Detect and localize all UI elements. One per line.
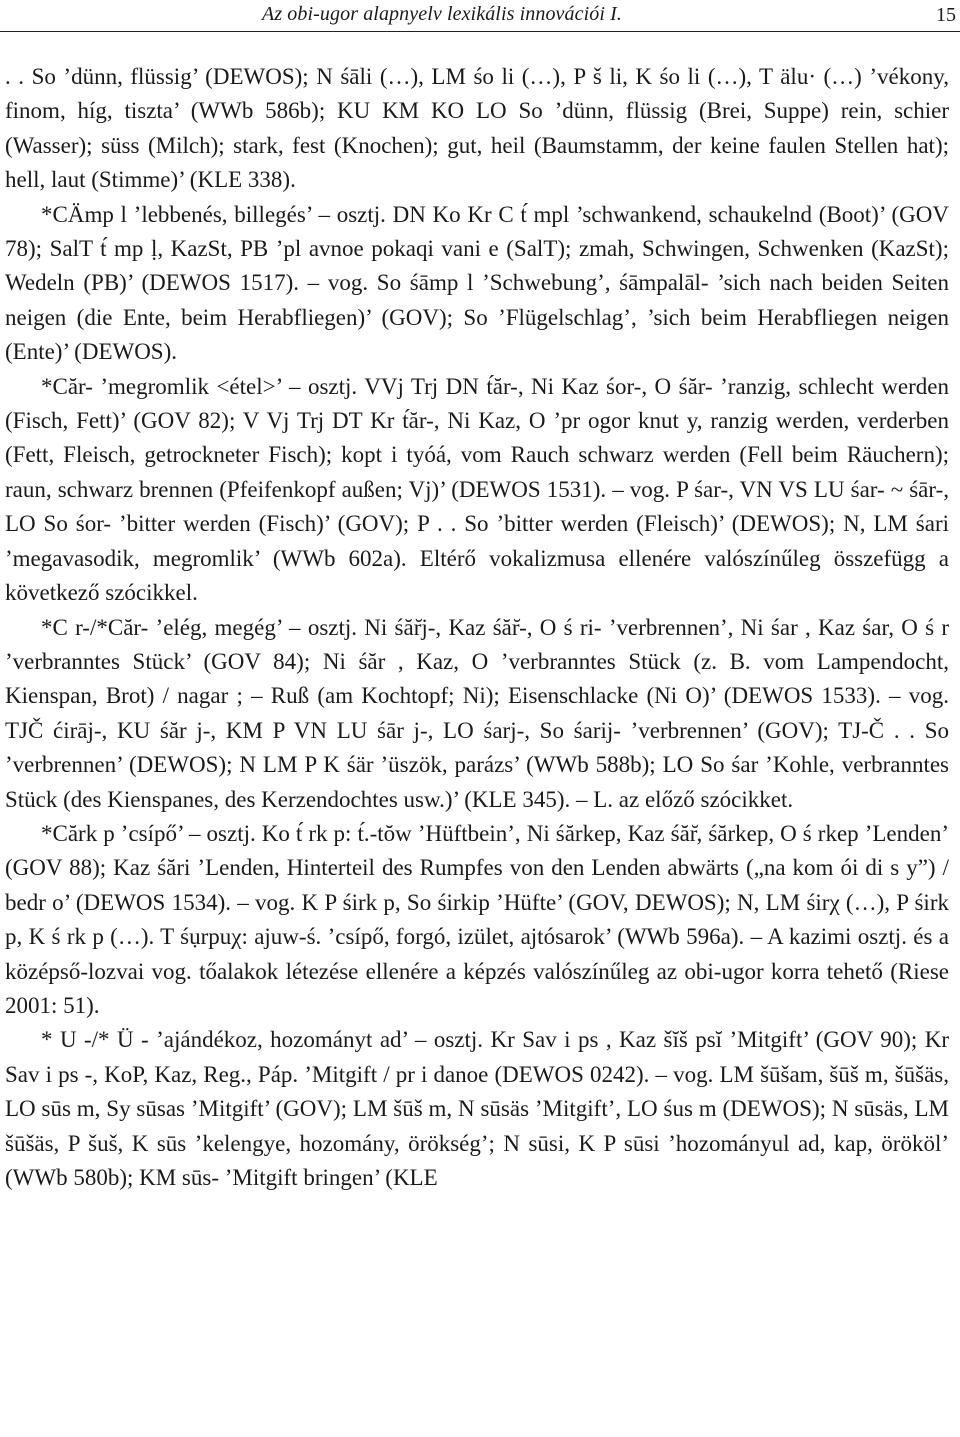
- entry-carkp: *Cărk p ’csípő’ – osztj. Ko t́ rk p: t́.-tŏw ’Hüftbein’, Ni śărkep, Kaz śăr̆, śărkep, O ś rkep ’Lenden’ (GOV 88); Kaz śări ’Lenden, Hinterteil des Rumpfes von den Lenden abwärts („na kom ói di s y”) / bedr o’ (DEWOS 1534). – vog. K P śirk p, So śirkip ’Hüfte’ (GOV, DEWOS); N, LM śirχ (…), P śirk p, K ś rk p (…). T śụrpuχ: ajuw-ś. ’csípő, forgó, izület, ajtósarok’ (WWb 596a). – A kazimi osztj. és a középső-lozvai vog. tőalakok létezése ellenére a képzés valószínűleg az obi-ugor korra tehető (Riese 2001: 51).: [5, 820, 949, 1018]
- entry-continuation: . . So ’dünn, flüssig’ (DEWOS); N śāli (…), LM śo li (…), P š li, K śo li (…), T älu· (…) ’vékony, finom, híg, tiszta’ (WWb 586b); KU KM KO LO So ’dünn, flüssig (Brei, Suppe) rein, schier (Wasser); süss (Milch); stark, fest (Knochen); gut, heil (Baumstamm, der keine faulen Stellen hat); hell, laut (Stimme)’ (KLE 338).: [5, 64, 949, 193]
- entry-camp: *CÄmp l ’lebbenés, billegés’ – osztj. DN Ko Kr C t́ mpl ’schwankend, schaukelnd (Boot)’ (GOV 78); SalT t́ mp ḷ, KazSt, PB ’pl avnoe pokaqi vani e (SalT); zmah, Schwingen, Schwenken (KazSt); Wedeln (PB)’ (DEWOS 1517). – vog. So śāmp l ’Schwebung’, śāmpalāl- ’sich nach beiden Seiten neigen (die Ente, beim Herabfliegen)’ (GOV); So ’Flügelschlag’, ’sich beim Herabfliegen neigen (Ente)’ (DEWOS).: [5, 201, 949, 365]
- running-header: [0, 0, 960, 32]
- entry-car-eleg: *C r-/*Căr- ’elég, megég’ – osztj. Ni śăr̆j-, Kaz śăr̆-, O ś ri- ’verbrennen’, Ni śar , Kaz śar, O ś r ’verbranntes Stück’ (GOV 84); Ni śăr , Kaz, O ’verbranntes Stück (z. B. vom Lampendocht, Kienspan, Brot) / nagar ; – Ruß (am Kochtopf; Ni); Eisenschlacke (Ni O)’ (DEWOS 1533). – vog. TJČ ćirāj-, KU śăr j-, KM P VN LU śār j-, LO śarj-, So śarij- ’verbrennen’ (GOV); TJ-Č . . So ’verbrennen’ (DEWOS); N LM P K śär ’üszök, parázs’ (WWb 588b); LO So śar ’Kohle, verbranntes Stück (des Kienspanes, des Kerzendochtes usw.)’ (KLE 345). – L. az előző szócikket.: [5, 614, 949, 812]
- entry-car-megromlik: *Căr- ’megromlik <étel>’ – osztj. VVj Trj DN t́ăr-, Ni Kaz śor-, O śăr- ’ranzig, schlecht werden (Fisch, Fett)’ (GOV 82); V Vj Trj DT Kr t́ăr-, Ni Kaz, O ’pr ogor knut y, ranzig werden, verderben (Fett, Fleisch, getrockneter Fisch); kopt i tyóá, vom Rauch schwarz werden (Fell beim Räuchern); raun, schwarz brennen (Pfeifenkopf außen; Vj)’ (DEWOS 1531). – vog. P śar-, VN VS LU śar- ~ śār-, LO So śor- ’bitter werden (Fisch)’ (GOV); P . . So ’bitter werden (Fleisch)’ (DEWOS); N, LM śari ’megavasodik, megromlik’ (WWb 602a). Eltérő vokalizmusa ellenére valószínűleg összefügg a következő szócikkel.: [5, 373, 949, 606]
- entry-u-ajandekoz: * U -/* Ü - ’ajándékoz, hozományt ad’ – osztj. Kr Sav i ps , Kaz šĭš psĭ ’Mitgift’ (GOV 90); Kr Sav i ps -, KoP, Kaz, Reg., Páp. ’Mitgift / pr i danoe (DEWOS 0242). – vog. LM šūšam, šūš m, šūšäs, LO sūs m, Sy sūsas ’Mitgift’ (GOV); LM šūš m, N sūsäs ’Mitgift’, LO śus m (DEWOS); N sūsäs, LM šūšäs, P šuš, K sūs ’kelengye, hozomány, örökség’; N sūsi, K P sūsi ’hozományul ad, kap, örököl’ (WWb 580b); KM sūs- ’Mitgift bringen’ (KLE: [5, 1027, 949, 1190]
- article-body: [5, 60, 949, 1195]
- page-number: 15: [936, 4, 956, 26]
- header-title: Az obi-ugor alapnyelv lexikális innovációi I.: [262, 3, 622, 25]
